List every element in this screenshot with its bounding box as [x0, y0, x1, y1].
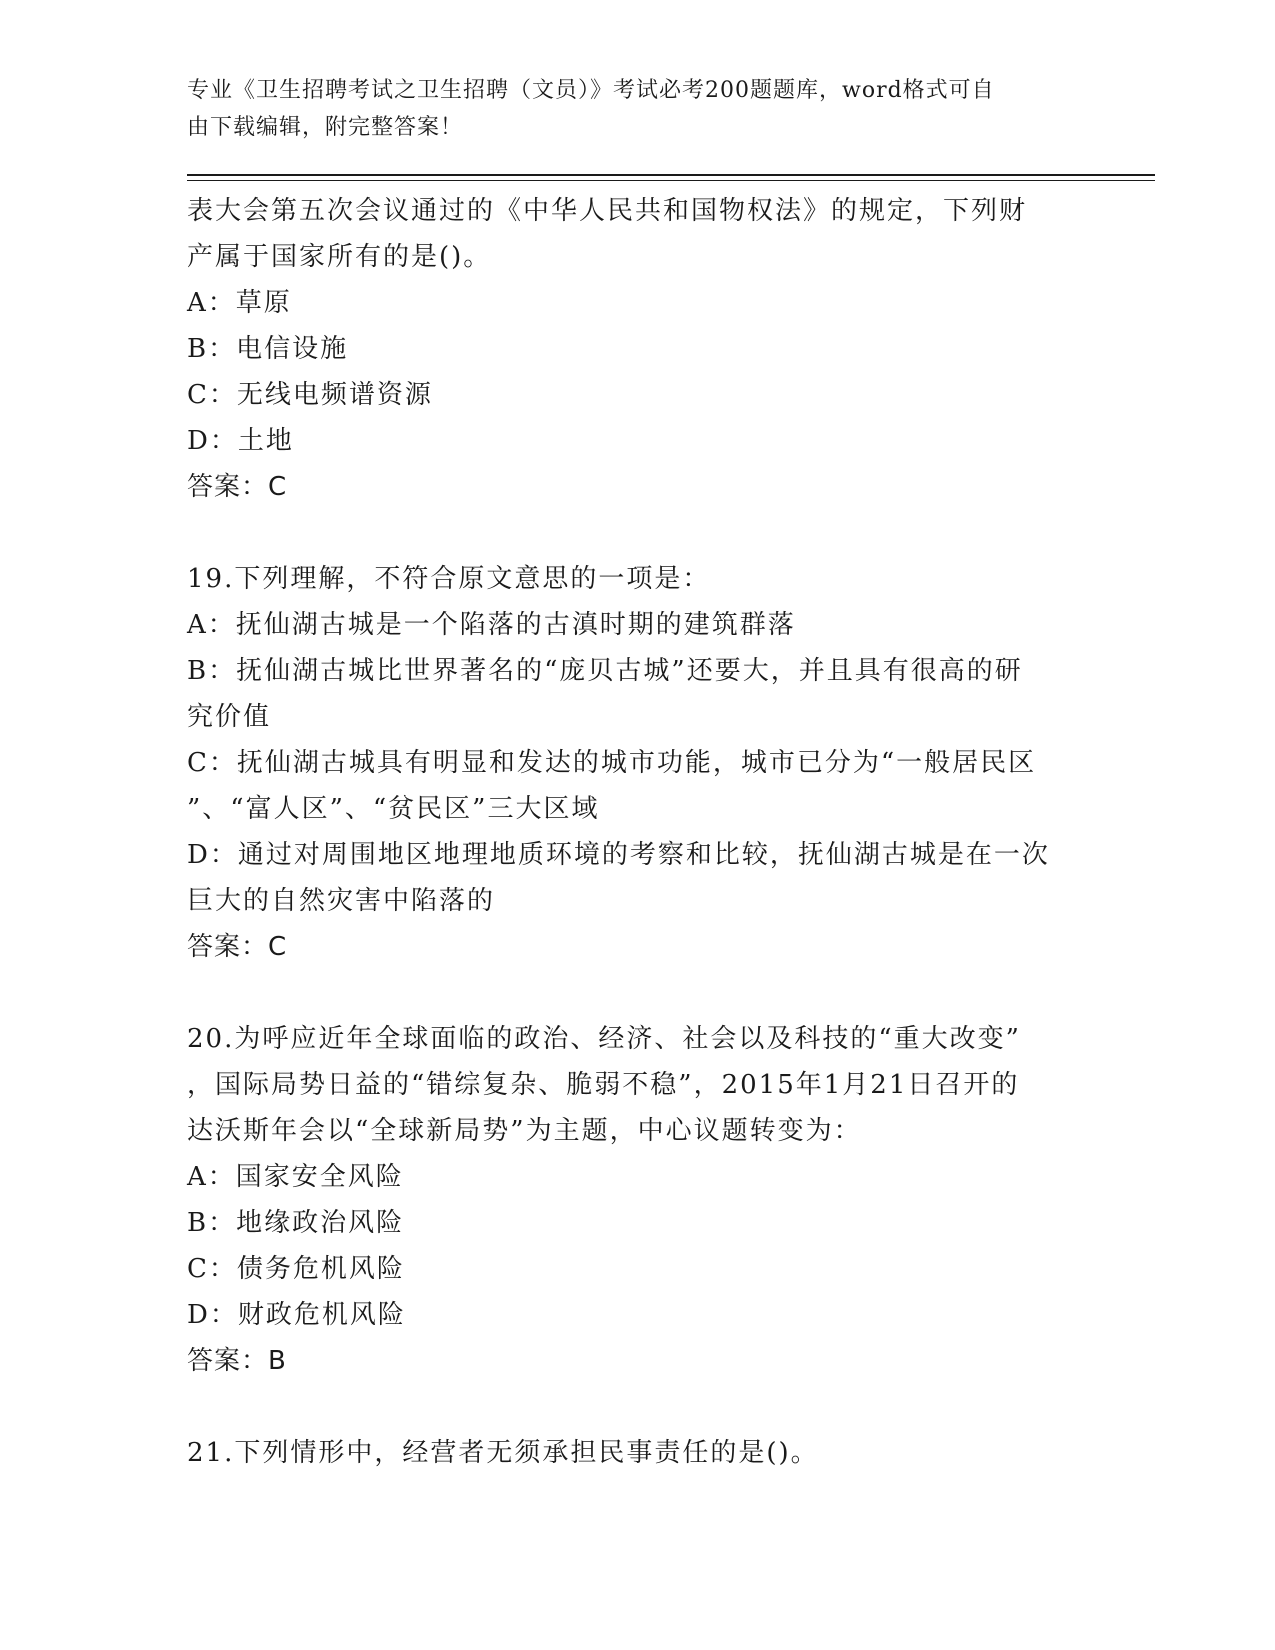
- spacer: [187, 970, 1087, 1016]
- option-b: B：地缘政治风险: [187, 1208, 405, 1238]
- header-line-2: 由下载编辑，附完整答案！: [187, 115, 464, 140]
- option-d: D：财政危机风险: [187, 1300, 406, 1330]
- question-stem-line: ，国际局势日益的“错综复杂、脆弱不稳”，2015年1月21日召开的: [187, 1070, 1020, 1100]
- question-stem-line: 表大会第五次会议通过的《中华人民共和国物权法》的规定，下列财: [187, 196, 1028, 226]
- question-stem-line: 20.为呼应近年全球面临的政治、经济、社会以及科技的“重大改变”: [187, 1024, 1021, 1054]
- header-line-1: 专业《卫生招聘考试之卫生招聘（文员）》考试必考200题题库，word格式可自: [187, 78, 995, 103]
- option-b: B：抚仙湖古城比世界著名的“庞贝古城”还要大，并且具有很高的研: [187, 656, 1023, 686]
- document-header: [187, 72, 1067, 146]
- header-divider-thin: [187, 180, 1155, 181]
- option-a: A：国家安全风险: [187, 1162, 404, 1192]
- option-c: C：抚仙湖古城具有明显和发达的城市功能，城市已分为“一般居民区: [187, 748, 1037, 778]
- question-stem-line: 19.下列理解，不符合原文意思的一项是：: [187, 564, 711, 594]
- option-b: B：电信设施: [187, 334, 349, 364]
- spacer: [187, 1384, 1087, 1430]
- option-d: D：土地: [187, 426, 294, 456]
- question-stem-line: 21.下列情形中，经营者无须承担民事责任的是()。: [187, 1438, 819, 1468]
- header-divider-thick: [187, 174, 1155, 176]
- question-19: [187, 556, 1087, 970]
- option-c: C：债务危机风险: [187, 1254, 405, 1284]
- option-d-continued: 巨大的自然灾害中陷落的: [187, 886, 496, 916]
- option-a: A：抚仙湖古城是一个陷落的古滇时期的建筑群落: [187, 610, 796, 640]
- spacer: [187, 510, 1087, 556]
- option-c-continued: ”、“富人区”、“贫民区”三大区域: [187, 794, 600, 824]
- option-c: C：无线电频谱资源: [187, 380, 433, 410]
- question-stem-line: 达沃斯年会以“全球新局势”为主题，中心议题转变为：: [187, 1116, 862, 1146]
- option-d: D：通过对周围地区地理地质环境的考察和比较，抚仙湖古城是在一次: [187, 840, 1050, 870]
- answer: 答案：C: [187, 932, 288, 962]
- answer: 答案：C: [187, 472, 288, 502]
- answer: 答案：B: [187, 1346, 287, 1376]
- option-a: A：草原: [187, 288, 292, 318]
- question-21: [187, 1430, 1087, 1476]
- question-stem-line: 产属于国家所有的是()。: [187, 242, 492, 272]
- question-18: [187, 188, 1087, 510]
- question-list: [187, 188, 1087, 1476]
- question-20: [187, 1016, 1087, 1384]
- option-b-continued: 究价值: [187, 702, 272, 732]
